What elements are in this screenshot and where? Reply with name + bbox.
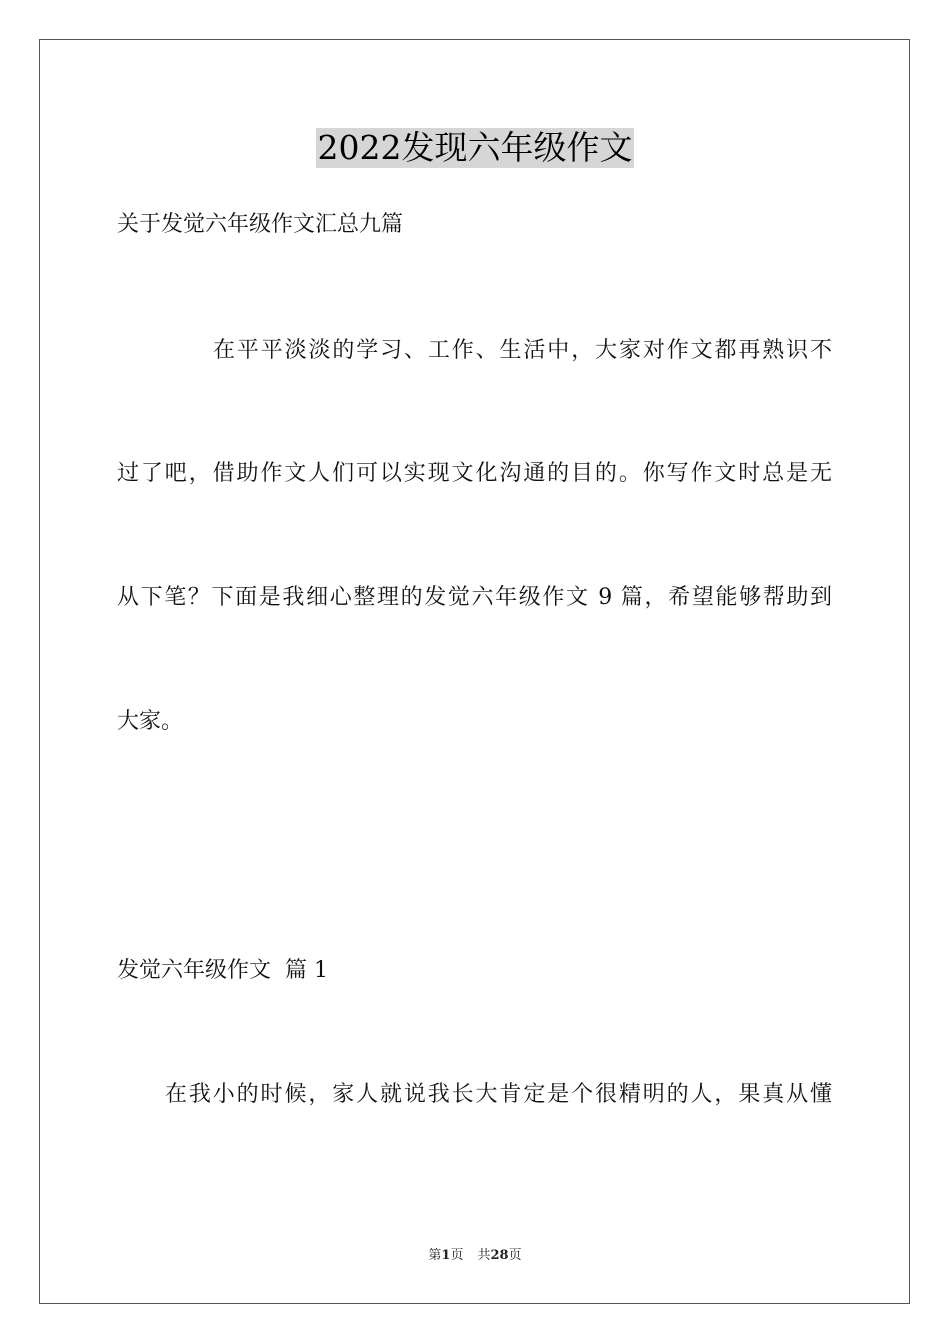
- document-subtitle: 关于发觉六年级作文汇总九篇: [117, 212, 404, 237]
- page-footer: [0, 1248, 950, 1264]
- section-paragraph-line-1: 在我小的时候，家人就说我长大肯定是个很精明的人，果真从懂: [165, 1082, 832, 1107]
- title-container: [0, 128, 950, 168]
- intro-line-1: 在平平淡淡的学习、工作、生活中，大家对作文都再熟识不: [213, 338, 832, 363]
- document-title: 2022发现六年级作文: [317, 128, 633, 167]
- footer-page-number: 1: [441, 1248, 451, 1263]
- footer-page-suffix: 页: [450, 1248, 464, 1263]
- footer-total-prefix: 共: [477, 1248, 491, 1263]
- footer-total-suffix: 页: [508, 1248, 522, 1263]
- intro-line-3: 从下笔？下面是我细心整理的发觉六年级作文 9 篇，希望能够帮助到: [117, 585, 832, 610]
- intro-line-4: 大家。: [117, 709, 184, 734]
- intro-line-2: 过了吧，借助作文人们可以实现文化沟通的目的。你写作文时总是无: [117, 461, 832, 486]
- section-heading: 发觉六年级作文 篇 1: [117, 958, 328, 983]
- footer-total-pages: 28: [490, 1248, 509, 1263]
- footer-page-prefix: 第: [428, 1248, 442, 1263]
